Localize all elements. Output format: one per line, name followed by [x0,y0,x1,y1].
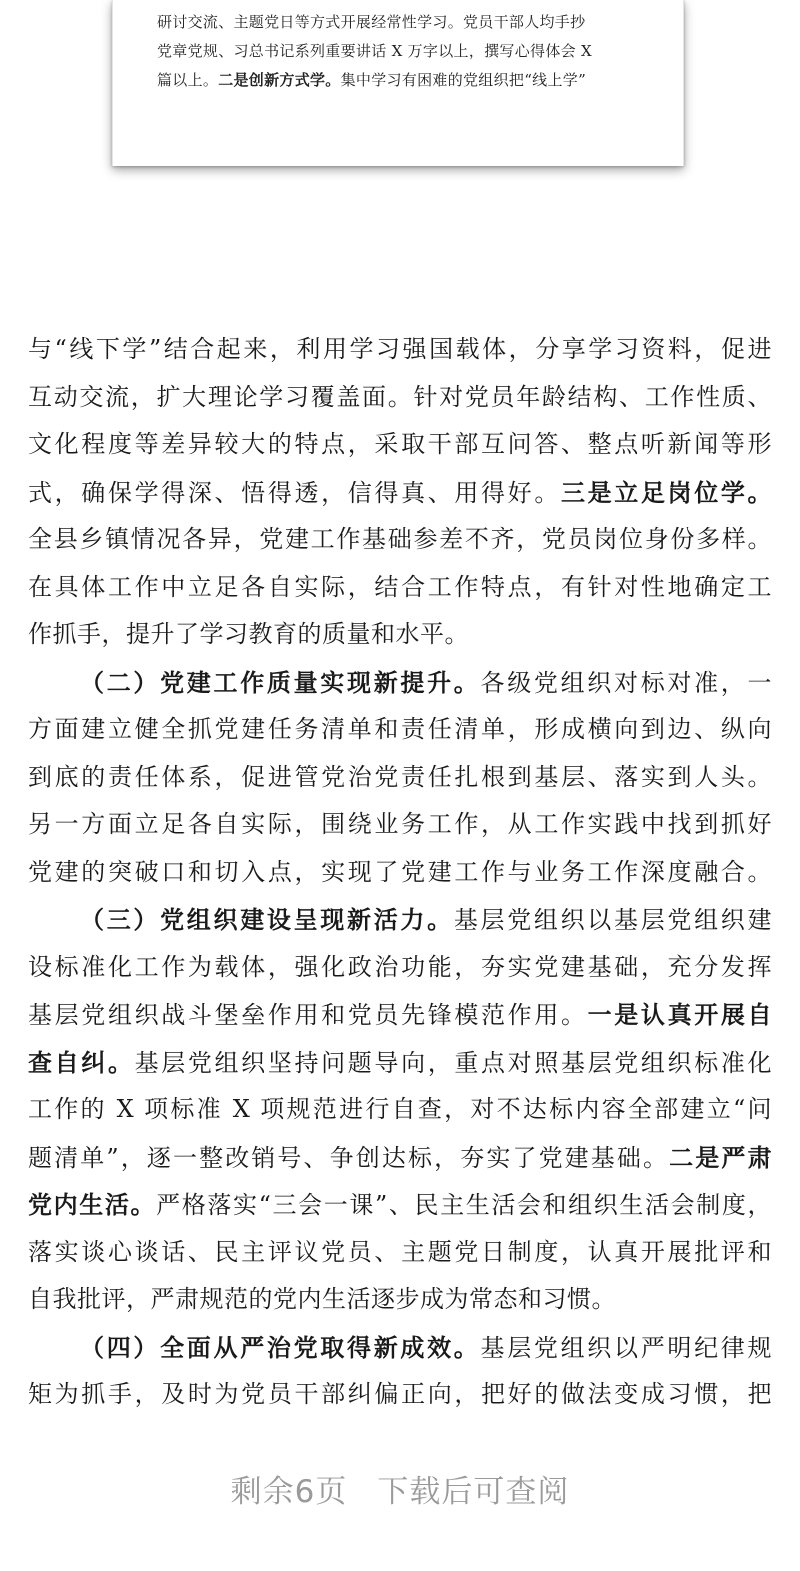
document-line [0,801,800,849]
line-text [28,1039,772,1088]
body-text: 在具体工作中立足各自实际，结合工作特点，有针对性地确定工 [28,572,772,601]
preview-text: 党章党规、习总书记系列重要讲话 X 万字以上，撰写心得体会 X [157,42,592,60]
body-text: 党建的突破口和切入点，实现了党建工作与业务工作深度融合。 [28,857,772,886]
document-line [0,1371,800,1419]
line-text [28,611,772,659]
line-text [28,421,772,469]
line-text [80,1324,772,1373]
body-text: 全县乡镇情况各异，党建工作基础参差不齐，党员岗位身份多样。 [28,525,772,553]
line-text [28,1134,772,1183]
preview-line [157,37,647,66]
bold-heading-text: （三）党组织建设呈现新活力。 [80,905,454,934]
line-text [28,1181,772,1230]
remaining-pages-label: 剩余6页 [230,1474,348,1510]
body-text: 式，确保学得深、悟得透，信得真、用得好。 [28,478,561,507]
document-line [0,1134,800,1182]
preview-line [157,8,647,37]
body-text: 矩为抓手，及时为党员干部纠偏正向，把好的做法变成习惯，把 [28,1380,772,1408]
bold-heading-text: 三是立足岗位学。 [560,477,773,507]
document-line [0,849,800,897]
document-line [0,991,800,1039]
body-text: 严格落实“三会一课”、民主生活会和组织生活会制度， [156,1191,773,1219]
document-line [0,1086,800,1134]
preview-line [157,66,647,95]
body-text: 基层党组织战斗堡垒作用和党员先锋模范作用。 [28,1001,588,1029]
document-body [0,326,800,1419]
document-line [0,611,800,659]
body-text: 设标准化工作为载体，强化政治功能，夯实党建基础，充分发挥 [28,952,772,981]
document-line [0,706,800,754]
document-line [0,896,800,944]
body-text: 自我批评，严肃规范的党内生活逐步成为常态和习惯。 [28,1285,616,1313]
bold-heading-text: 一是认真开展自 [587,1000,773,1029]
line-text [28,944,772,992]
bold-heading-text: 党内生活。 [28,1190,157,1219]
body-text: 题清单”，逐一整改销号、争创达标，夯实了党建基础。 [28,1143,670,1172]
body-text: 与“线下学”结合起来，利用学习强国载体，分享学习资料，促进 [28,335,772,363]
document-line [0,754,800,802]
body-text: 工作的 X 项标准 X 项规范进行自查，对不达标内容全部建立“问 [28,1095,772,1123]
line-text [28,754,772,802]
line-text [80,659,772,708]
bold-heading-text: 二是严肃 [669,1142,773,1172]
line-text [28,516,772,564]
document-line [0,326,800,374]
line-text [28,991,772,1040]
document-line [0,1181,800,1229]
preview-bold-text: 二是创新方式学。 [218,71,341,89]
body-text: 基层党组织以严明纪律规 [480,1333,772,1362]
line-text [28,374,772,422]
body-text: 基层党组织坚持问题导向，重点对照基层党组织标准化 [134,1048,772,1077]
body-text: 另一方面立足各自实际，围绕业务工作，从工作实践中找到抓好 [28,810,772,838]
body-text: 方面建立健全抓党建任务清单和责任清单，形成横向到边、纵向 [28,715,772,743]
document-line [0,564,800,612]
document-line [0,1229,800,1277]
line-text [28,1371,772,1419]
body-text: 基层党组织以基层党组织建 [453,906,773,934]
bold-heading-text: （二）党建工作质量实现新提升。 [80,667,481,697]
document-line [0,1276,800,1324]
document-line [0,516,800,564]
preview-text-block [157,8,647,95]
document-line [0,659,800,707]
body-text: 作抓手，提升了学习教育的质量和水平。 [28,620,469,648]
body-text: 到底的责任体系，促进管党治党责任扎根到基层、落实到人头。 [28,762,772,791]
line-text [28,706,772,754]
document-line [0,1039,800,1087]
preview-text: 研讨交流、主题党日等方式开展经常性学习。党员干部人均手抄 [157,13,586,31]
preview-text: 篇以上。 [157,71,219,89]
document-line [0,469,800,517]
preview-text: 集中学习有困难的党组织把“线上学” [340,71,587,89]
body-text: 各级党组织对标对准，一 [480,668,772,697]
line-text [80,896,772,945]
line-text [28,1229,772,1277]
body-text: 互动交流，扩大理论学习覆盖面。针对党员年龄结构、工作性质、 [28,382,772,411]
line-text [28,469,772,518]
line-text [28,801,772,849]
line-text [28,1086,772,1134]
document-line [0,374,800,422]
download-to-view-label[interactable]: 下载后可查阅 [377,1474,570,1510]
line-text [28,1276,772,1324]
document-line [0,944,800,992]
body-text: 文化程度等差异较大的特点，采取干部互问答、整点听新闻等形 [28,430,772,458]
download-prompt[interactable] [0,1466,800,1511]
body-text: 落实谈心谈话、民主评议党员、主题党日制度，认真开展批评和 [28,1237,772,1266]
line-text [28,326,772,374]
line-text [28,564,772,612]
page-preview-card [112,0,684,166]
document-line [0,421,800,469]
line-text [28,849,772,897]
bold-heading-text: （四）全面从严治党取得新成效。 [80,1332,481,1362]
bold-heading-text: 查自纠。 [28,1047,135,1077]
document-line [0,1324,800,1372]
